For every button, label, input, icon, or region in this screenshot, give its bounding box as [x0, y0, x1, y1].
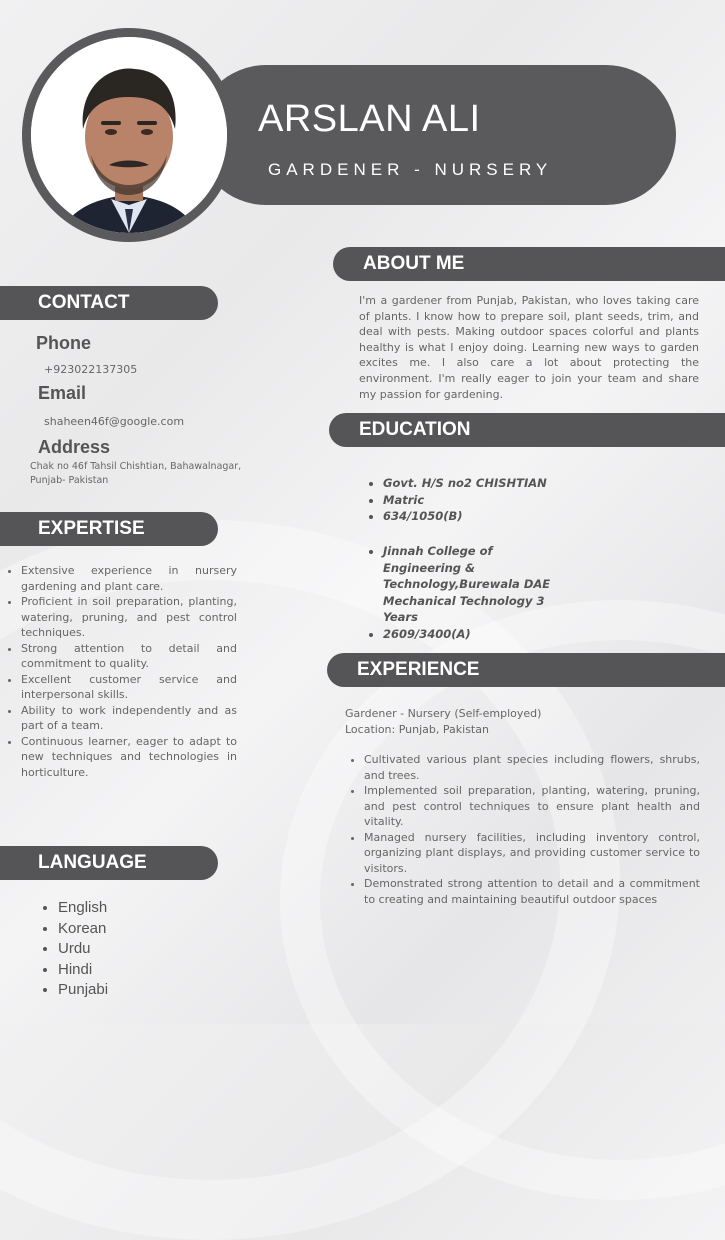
expertise-item: • Extensive experience in nursery gardening and plant care.	[21, 563, 237, 594]
language-item: • Korean	[58, 919, 108, 940]
experience-heading: EXPERIENCE	[327, 653, 725, 687]
expertise-item: • Strong attention to detail and commitment to quality.	[21, 641, 237, 672]
phone-label: Phone	[36, 333, 92, 353]
address-line-1: Chak no 46f Tahsil Chishtian, Bahawalnagar,	[30, 461, 242, 472]
language-item: • Hindi	[58, 960, 108, 981]
expertise-item: • Excellent customer service and interpersonal skills.	[21, 672, 237, 703]
email-label: Email	[38, 383, 87, 403]
expertise-item: • Continuous learner, eager to adapt to new techniques and technologies in horticulture.	[21, 734, 237, 781]
phone-value[interactable]: +923022137305	[44, 363, 138, 376]
education-item: • Jinnah College of Engineering & Technology,Burewala DAE Mechanical Technology 3 Years	[383, 543, 563, 626]
expertise-list	[3, 563, 237, 780]
language-heading: LANGUAGE	[0, 846, 218, 880]
education-list-1	[366, 475, 563, 525]
education-item: • 2609/3400(A)	[383, 626, 563, 643]
about-heading: ABOUT ME	[333, 247, 725, 281]
profile-photo	[31, 37, 227, 233]
education-item: • Govt. H/S no2 CHISHTIAN	[383, 475, 563, 492]
language-list	[40, 898, 108, 1001]
candidate-title: GARDENER - NURSERY	[268, 160, 553, 179]
contact-heading: CONTACT	[0, 286, 218, 320]
experience-item: • Managed nursery facilities, including inventory control, organizing plant displays, and providing customer service to visitors.	[364, 830, 700, 877]
expertise-heading: EXPERTISE	[0, 512, 218, 546]
about-text: I'm a gardener from Punjab, Pakistan, who loves taking care of plants. I know how to prepare soil, plant seeds, trim, and deal with pests. Making outdoor spaces colorful and plants healthy is what I enjoy doing. Learning new ways to garden excites me. I also care a lot about protecting the environment. I'm really eager to join your team and share my passion for gardening.	[359, 294, 699, 401]
expertise-item: • Proficient in soil preparation, planting, watering, pruning, and pest control techniques.	[21, 594, 237, 641]
candidate-name: ARSLAN ALI	[258, 98, 481, 140]
address-label: Address	[38, 437, 111, 457]
experience-position: Gardener - Nursery (Self-employed)	[345, 707, 542, 720]
address-line-2: Punjab- Pakistan	[30, 475, 109, 486]
language-item: • Punjabi	[58, 980, 108, 1001]
education-heading: EDUCATION	[329, 413, 725, 447]
experience-item: • Implemented soil preparation, planting, watering, pruning, and pest control techniques to ensure plant health and vitality.	[364, 783, 700, 830]
experience-item: • Demonstrated strong attention to detail and a commitment to creating and maintaining beautiful outdoor spaces	[364, 876, 700, 907]
experience-item: • Cultivated various plant species including flowers, shrubs, and trees.	[364, 752, 700, 783]
experience-list	[346, 752, 700, 907]
experience-header	[345, 706, 541, 738]
education-list-2	[366, 543, 563, 643]
language-item: • English	[58, 898, 108, 919]
education-item: • 634/1050(B)	[383, 508, 563, 525]
experience-location: Location: Punjab, Pakistan	[345, 723, 489, 736]
education-item: • Matric	[383, 492, 563, 509]
email-value[interactable]: shaheen46f@google.com	[44, 415, 185, 428]
expertise-item: • Ability to work independently and as part of a team.	[21, 703, 237, 734]
language-item: • Urdu	[58, 939, 108, 960]
